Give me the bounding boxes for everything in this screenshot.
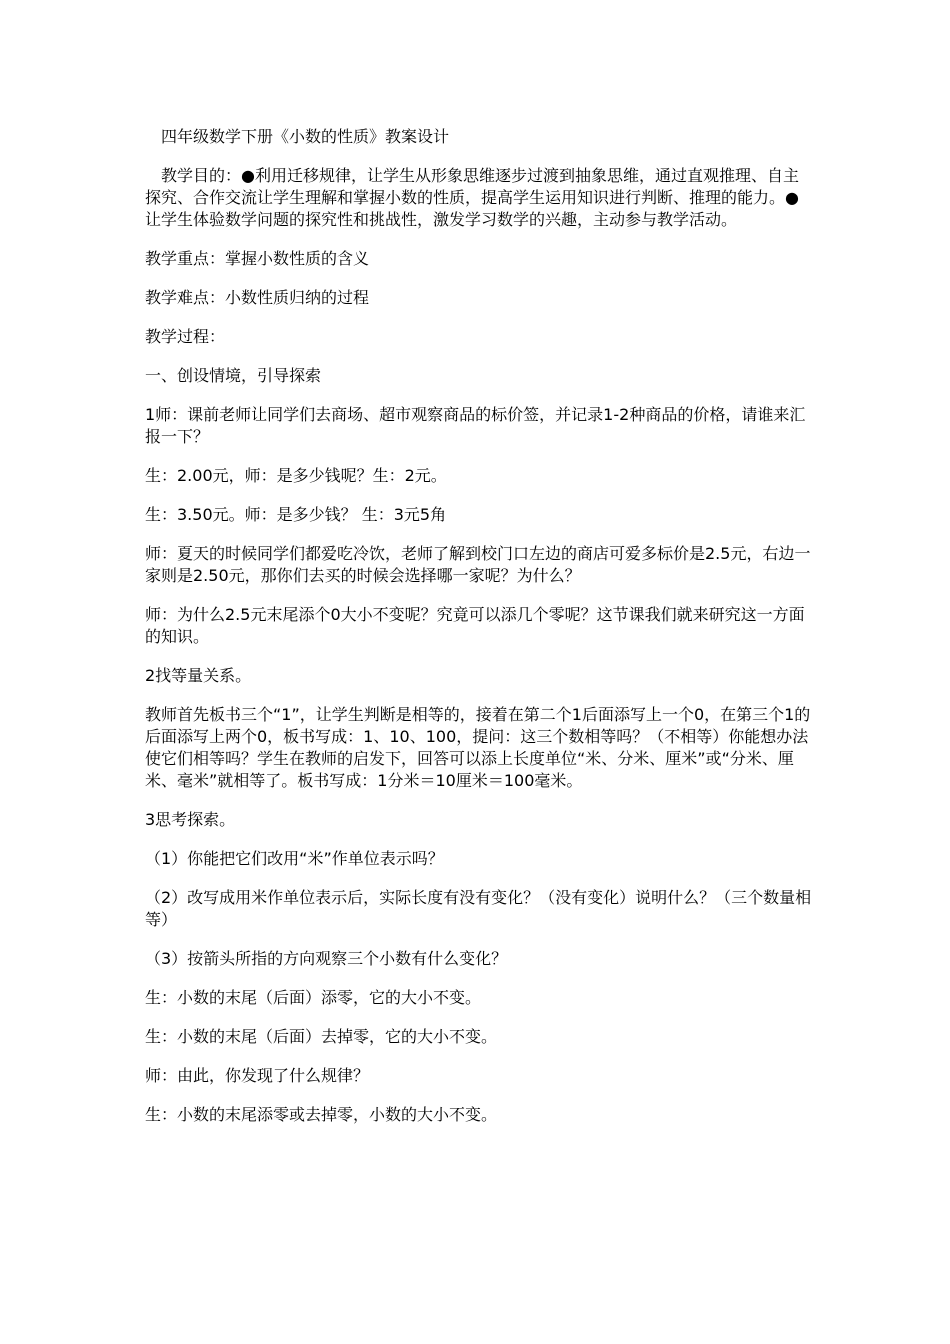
- paragraph: 师：夏天的时候同学们都爱吃冷饮，老师了解到校门口左边的商店可爱多标价是2.5元，右边一家则是2.50元，那你们去买的时候会选择哪一家呢？为什么？: [145, 544, 811, 585]
- paragraph: 生：小数的末尾添零或去掉零，小数的大小不变。: [145, 1105, 498, 1124]
- question-item: （1）你能把它们改用“米”作单位表示吗？: [145, 849, 444, 868]
- paragraph: 生：小数的末尾（后面）去掉零，它的大小不变。: [145, 1027, 498, 1046]
- step-heading: 2找等量关系。: [145, 666, 252, 685]
- paragraph: 生：小数的末尾（后面）添零，它的大小不变。: [145, 988, 482, 1007]
- question-item: （2）改写成用米作单位表示后，实际长度有没有变化？（没有变化）说明什么？（三个数量相等）: [145, 888, 812, 929]
- paragraph: 师：由此，你发现了什么规律？: [145, 1066, 370, 1085]
- document-title: 四年级数学下册《小数的性质》教案设计: [161, 127, 450, 146]
- paragraph: 教师首先板书三个“1”，让学生判断是相等的，接着在第二个1后面添写上一个0，在第三个1的后面添写上两个0，板书写成：1、10、100，提问：这三个数相等吗？（不相等）你能想办法使它们相等吗？学生在教师的启发下，回答可以添上长度单位“米、分米、厘米”或“分米、厘米、毫米”就相等了。板书写成：1分米＝10厘米＝100毫米。: [145, 705, 811, 790]
- teaching-process-heading: 教学过程：: [145, 327, 226, 346]
- paragraph: 生：3.50元。师：是多少钱？ 生：3元5角: [145, 505, 447, 524]
- document-page: [145, 126, 813, 1143]
- paragraph: 1师：课前老师让同学们去商场、超市观察商品的标价签，并记录1-2种商品的价格，请谁来汇报一下？: [145, 405, 806, 446]
- paragraph: 师：为什么2.5元末尾添个0大小不变呢？究竟可以添几个零呢？这节课我们就来研究这一方面的知识。: [145, 605, 805, 646]
- question-item: （3）按箭头所指的方向观察三个小数有什么变化？: [145, 949, 508, 968]
- teaching-difficulty: 教学难点：小数性质归纳的过程: [145, 288, 370, 307]
- teaching-objectives: 教学目的：●利用迁移规律，让学生从形象思维逐步过渡到抽象思维，通过直观推理、自主探究、合作交流让学生理解和掌握小数的性质，提高学生运用知识进行判断、推理的能力。●让学生体验数学问题的探究性和挑战性，激发学习数学的兴趣，主动参与教学活动。: [145, 166, 799, 229]
- section-heading: 一、创设情境，引导探索: [145, 366, 322, 385]
- teaching-key-point: 教学重点：掌握小数性质的含义: [145, 249, 370, 268]
- step-heading: 3思考探索。: [145, 810, 236, 829]
- paragraph: 生：2.00元，师：是多少钱呢？生：2元。: [145, 466, 447, 485]
